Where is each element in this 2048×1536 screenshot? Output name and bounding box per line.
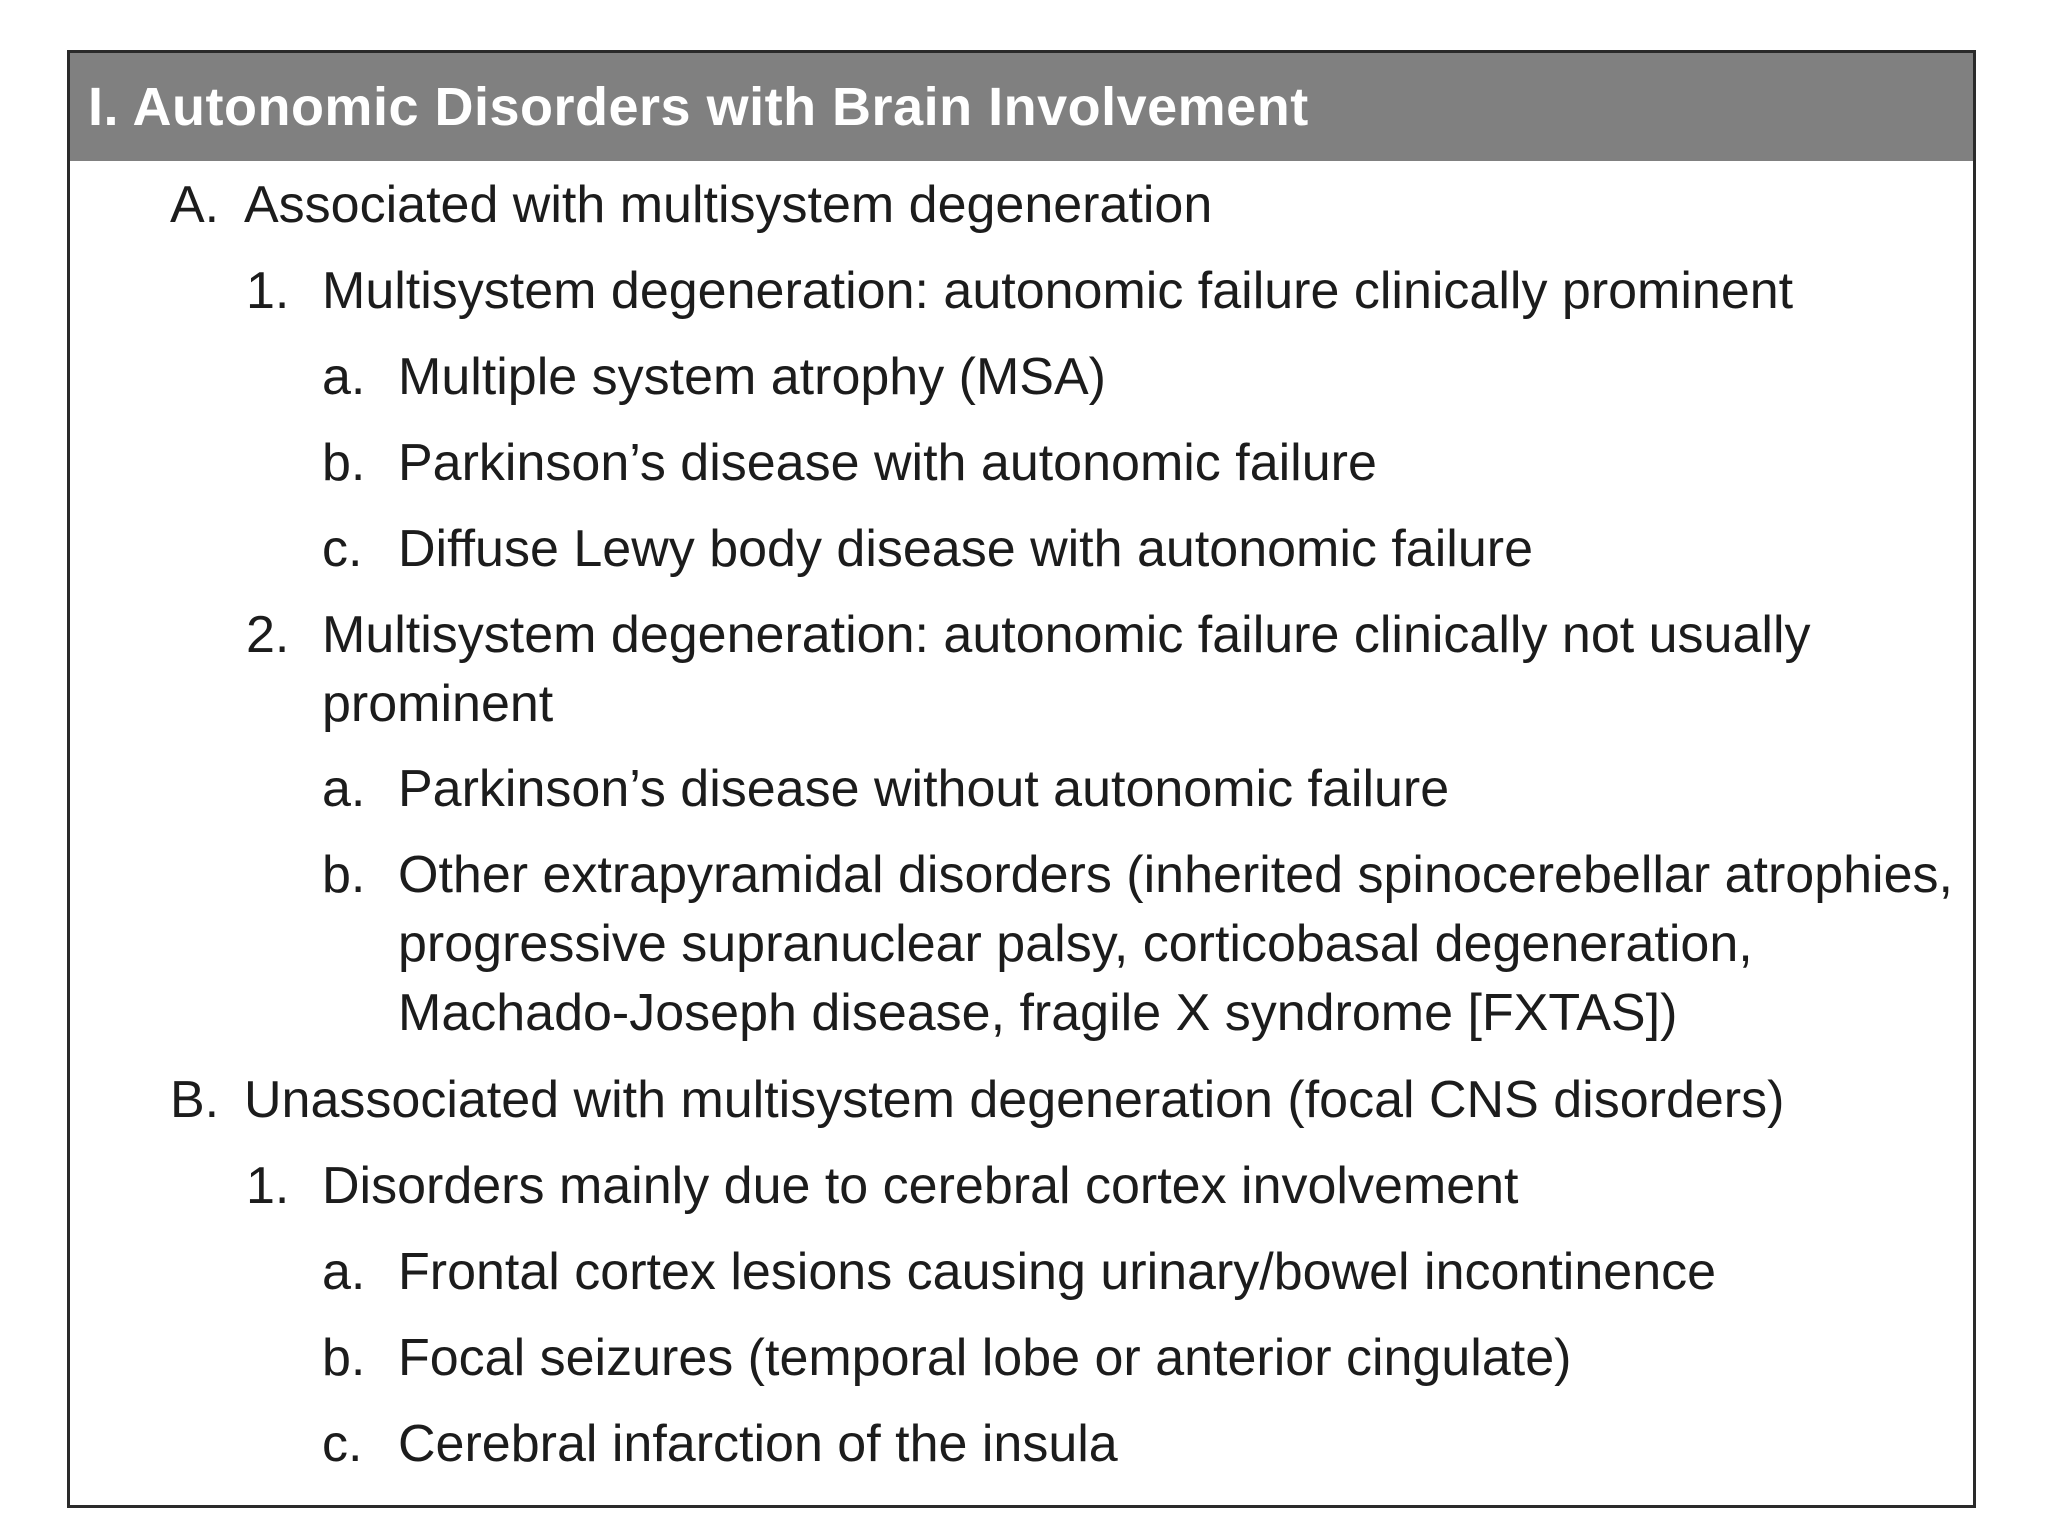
item-text: Disorders mainly due to cerebral cortex involvement: [322, 1157, 1519, 1215]
classification-table: [67, 50, 1976, 1508]
item-marker: 1.: [246, 1157, 290, 1215]
item-marker: a.: [322, 1243, 366, 1301]
item-marker: a.: [322, 760, 366, 818]
item-marker: A.: [170, 176, 220, 234]
item-marker: B.: [170, 1071, 220, 1129]
item-text: Diffuse Lewy body disease with autonomic failure: [398, 520, 1533, 578]
item-text: Focal seizures (temporal lobe or anterior cingulate): [398, 1329, 1572, 1387]
item-text: Associated with multisystem degeneration: [244, 176, 1213, 234]
item-marker: a.: [322, 348, 366, 406]
item-text: Multiple system atrophy (MSA): [398, 348, 1106, 406]
table-header: [70, 53, 1973, 161]
item-marker: b.: [322, 1329, 366, 1387]
item-text: Other extrapyramidal disorders (inherited spinocerebellar atrophies, progressive supranuclear palsy, corticobasal degeneration, Machado-Joseph disease, fragile X syndrome [FXTAS]): [398, 846, 1953, 1042]
section-title: I. Autonomic Disorders with Brain Involvement: [88, 77, 1309, 137]
item-text: Multisystem degeneration: autonomic failure clinically not usually prominent: [322, 606, 1811, 733]
item-marker: b.: [322, 846, 366, 904]
item-marker: c.: [322, 520, 363, 578]
item-text: Multisystem degeneration: autonomic failure clinically prominent: [322, 262, 1794, 320]
item-text: Cerebral infarction of the insula: [398, 1415, 1118, 1473]
item-marker: 1.: [246, 262, 290, 320]
item-text: Parkinson’s disease with autonomic failure: [398, 434, 1377, 492]
item-marker: 2.: [246, 606, 290, 664]
item-marker: b.: [322, 434, 366, 492]
item-marker: c.: [322, 1415, 363, 1473]
item-text: Unassociated with multisystem degeneration (focal CNS disorders): [244, 1071, 1785, 1129]
item-text: Parkinson’s disease without autonomic failure: [398, 760, 1450, 818]
item-text: Frontal cortex lesions causing urinary/bowel incontinence: [398, 1243, 1717, 1301]
